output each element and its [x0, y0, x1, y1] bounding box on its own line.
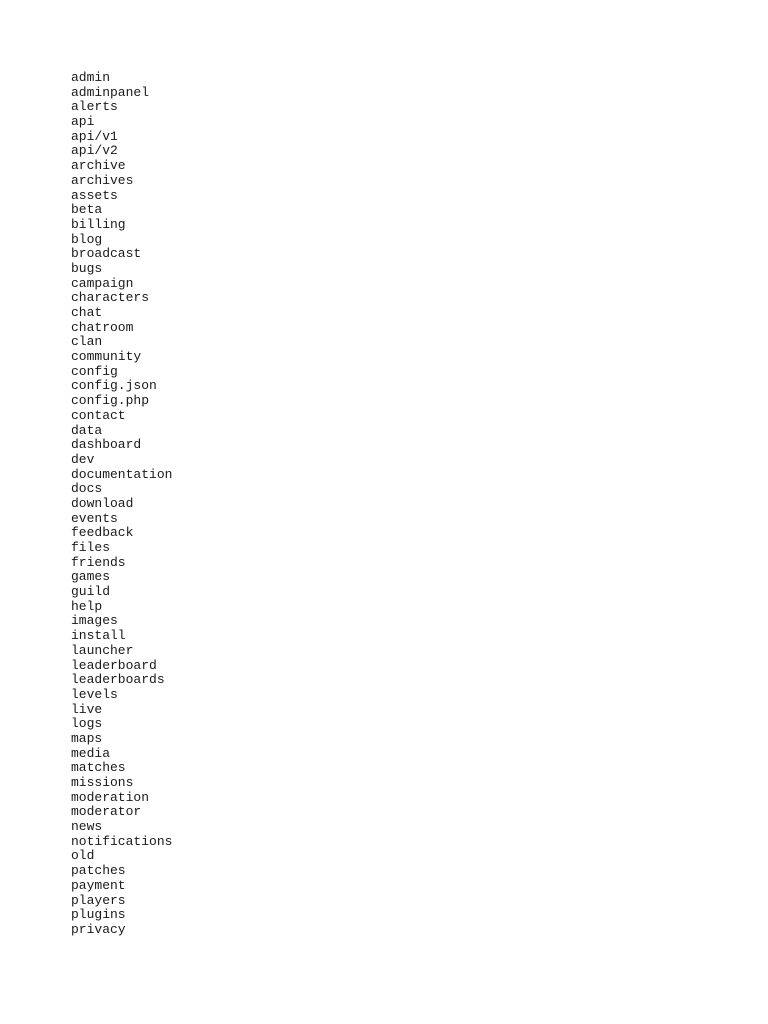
wordlist-entry: docs: [71, 481, 103, 497]
wordlist-entry: dashboard: [71, 437, 142, 453]
wordlist-entry: campaign: [71, 275, 134, 291]
wordlist-entry: old: [71, 848, 95, 864]
wordlist-entry: levels: [71, 686, 118, 702]
wordlist-entry: dev: [71, 451, 95, 467]
wordlist-entry: images: [71, 613, 118, 629]
wordlist-entry: chat: [71, 305, 103, 320]
wordlist-entry: contact: [71, 407, 126, 423]
wordlist-entry: leaderboards: [71, 672, 165, 688]
wordlist-entry: files: [71, 540, 111, 555]
wordlist-entry: config.php: [71, 393, 150, 409]
wordlist-entry: api: [71, 114, 95, 130]
wordlist-entry: matches: [71, 760, 126, 776]
wordlist-entry: leaderboard: [71, 657, 157, 673]
wordlist-entry: logs: [71, 716, 103, 732]
path-wordlist: [71, 71, 172, 938]
wordlist-entry: community: [71, 349, 142, 365]
wordlist-entry: archives: [71, 172, 134, 188]
wordlist-entry: friends: [71, 554, 126, 570]
wordlist-entry: alerts: [71, 99, 118, 115]
wordlist-entry: download: [71, 495, 134, 511]
wordlist-entry: beta: [71, 202, 103, 218]
wordlist-entry: clan: [71, 334, 103, 350]
wordlist-entry: events: [71, 510, 118, 526]
wordlist-entry: moderator: [71, 804, 142, 820]
wordlist-entry: maps: [71, 730, 103, 746]
wordlist-entry: api/v2: [71, 143, 118, 159]
wordlist-entry: plugins: [71, 907, 126, 923]
wordlist-entry: payment: [71, 877, 126, 893]
wordlist-entry: adminpanel: [71, 84, 150, 100]
wordlist-entry: live: [71, 701, 103, 717]
wordlist-entry: notifications: [71, 833, 173, 849]
wordlist-entry: moderation: [71, 789, 150, 805]
wordlist-entry: assets: [71, 187, 118, 203]
wordlist-entry: data: [71, 422, 103, 438]
wordlist-entry: feedback: [71, 525, 134, 541]
wordlist-entry: billing: [71, 216, 126, 232]
wordlist-entry: blog: [71, 231, 103, 247]
wordlist-entry: archive: [71, 158, 126, 174]
wordlist-entry: news: [71, 819, 103, 835]
wordlist-entry: characters: [71, 290, 150, 306]
wordlist-entry: bugs: [71, 260, 103, 276]
wordlist-entry: documentation: [71, 466, 173, 482]
wordlist-entry: config.json: [71, 378, 157, 394]
wordlist-entry: broadcast: [71, 246, 142, 262]
wordlist-entry: games: [71, 569, 111, 585]
wordlist-entry: media: [71, 745, 111, 761]
wordlist-entry: api/v1: [71, 128, 118, 144]
wordlist-entry: help: [71, 598, 103, 614]
wordlist-entry: launcher: [71, 642, 134, 658]
wordlist-entry: admin: [71, 70, 111, 85]
wordlist-entry: install: [71, 628, 126, 644]
wordlist-entry: privacy: [71, 921, 126, 937]
wordlist-entry: chatroom: [71, 319, 134, 335]
wordlist-entry: players: [71, 892, 126, 908]
wordlist-entry: guild: [71, 584, 111, 600]
wordlist-entry: config: [71, 363, 118, 379]
wordlist-entry: missions: [71, 775, 134, 790]
wordlist-entry: patches: [71, 863, 126, 879]
